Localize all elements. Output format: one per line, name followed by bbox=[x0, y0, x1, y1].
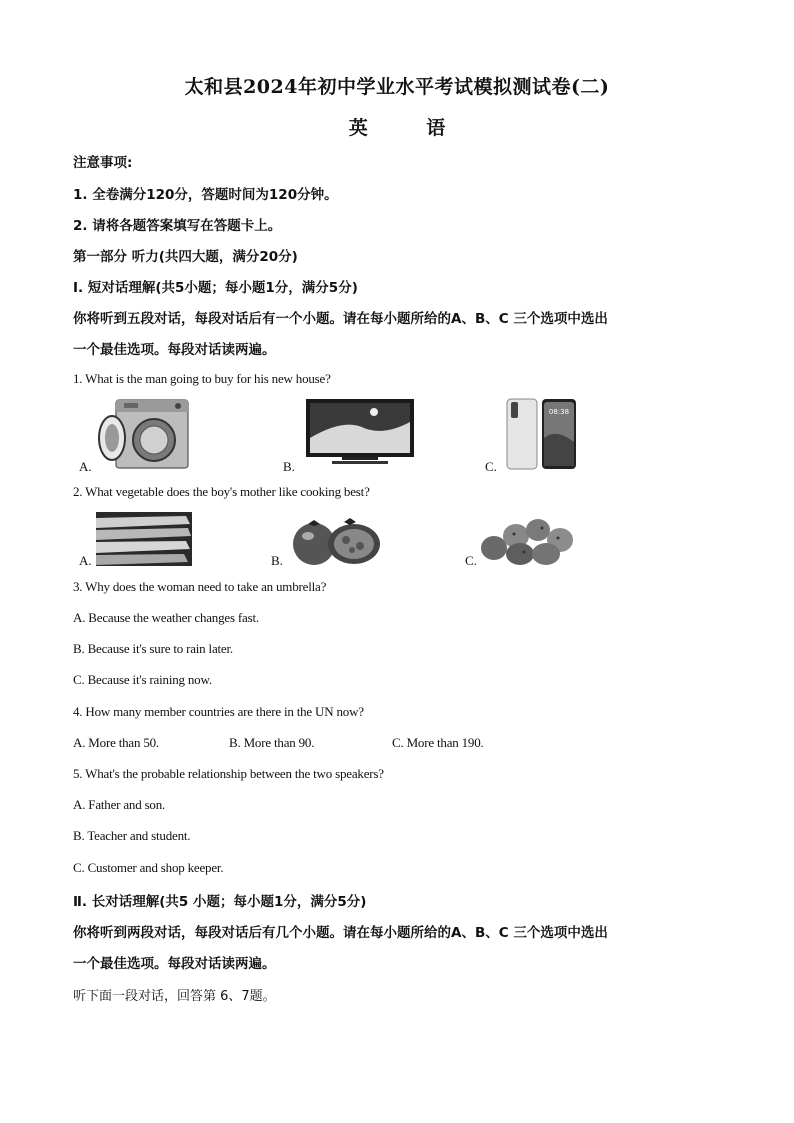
notes-item-1: 1. 全卷满分120分，答题时间为120分钟。 bbox=[73, 187, 338, 203]
question-3-option-a: A. Because the weather changes fast. bbox=[73, 610, 259, 625]
part-heading: 第一部分 听力(共四大题，满分20分) bbox=[73, 249, 298, 265]
section-1-instruction-line-2: 一个最佳选项。每段对话读两遍。 bbox=[73, 342, 276, 358]
notes-heading: 注意事项: bbox=[73, 155, 133, 171]
question-4-stem: 4. How many member countries are there in the UN now? bbox=[73, 704, 364, 719]
question-5-option-a: A. Father and son. bbox=[73, 797, 166, 812]
question-5-stem: 5. What's the probable relationship between the two speakers? bbox=[73, 766, 384, 781]
phone-time: 08:38 bbox=[548, 408, 570, 416]
question-3-stem: 3. Why does the woman need to take an umbrella? bbox=[73, 579, 327, 594]
question-4-option-b: B. More than 90. bbox=[229, 735, 315, 750]
question-5-option-c: C. Customer and shop keeper. bbox=[73, 860, 224, 875]
question-1-option-a-label: A. bbox=[79, 459, 92, 474]
page-title: 太和县2024年初中学业水平考试模拟测试卷(二) bbox=[184, 76, 610, 98]
smartphone-icon bbox=[506, 398, 578, 470]
question-1-option-b-label: B. bbox=[283, 459, 295, 474]
tomatoes-icon bbox=[288, 516, 384, 566]
question-1-stem: 1. What is the man going to buy for his new house? bbox=[73, 371, 331, 386]
washing-machine-icon bbox=[98, 398, 190, 470]
question-2-option-b-label: B. bbox=[271, 553, 283, 568]
question-1-option-c-label: C. bbox=[485, 459, 497, 474]
television-icon bbox=[304, 398, 416, 468]
question-3-option-c: C. Because it's raining now. bbox=[73, 672, 212, 687]
section-2-heading: Ⅱ. 长对话理解(共5 小题；每小题1分，满分5分) bbox=[73, 894, 367, 910]
question-2-stem: 2. What vegetable does the boy's mother like cooking best? bbox=[73, 484, 370, 499]
section-2-instruction-line-1: 你将听到两段对话，每段对话后有几个小题。请在每小题所给的A、B、C 三个选项中选出 bbox=[73, 925, 608, 941]
section-1-instruction-line-1: 你将听到五段对话，每段对话后有一个小题。请在每小题所给的A、B、C 三个选项中选出 bbox=[73, 311, 608, 327]
question-2-option-c-label: C. bbox=[465, 553, 477, 568]
section-1-heading: Ⅰ. 短对话理解(共5小题；每小题1分，满分5分) bbox=[73, 280, 358, 296]
question-4-option-a: A. More than 50. bbox=[73, 735, 159, 750]
question-2-option-a-label: A. bbox=[79, 553, 92, 568]
question-4-option-c: C. More than 190. bbox=[392, 735, 484, 750]
section-2-lead: 听下面一段对话，回答第 6、7题。 bbox=[73, 989, 276, 1004]
notes-item-2: 2. 请将各题答案填写在答题卡上。 bbox=[73, 218, 282, 234]
subject-title: 英 语 bbox=[348, 117, 472, 139]
question-5-option-b: B. Teacher and student. bbox=[73, 828, 191, 843]
section-2-instruction-line-2: 一个最佳选项。每段对话读两遍。 bbox=[73, 956, 276, 972]
potatoes-icon bbox=[480, 516, 576, 566]
carrots-icon bbox=[96, 512, 192, 566]
question-3-option-b: B. Because it's sure to rain later. bbox=[73, 641, 233, 656]
